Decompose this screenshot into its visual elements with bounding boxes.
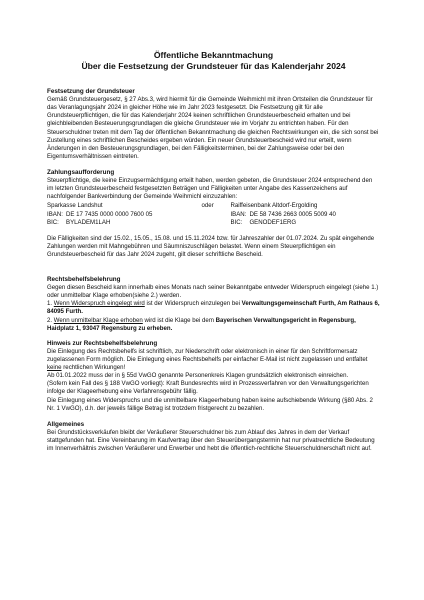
bank-or-text: oder [201, 202, 214, 210]
heading-hinweis: Hinweis zur Rechtsbehelfsbelehrung [47, 339, 158, 347]
bank-details [47, 202, 380, 226]
section-festsetzung [47, 88, 380, 161]
hinweis-p1 [47, 348, 380, 372]
keine-emphasis: keine [47, 364, 62, 372]
bic-value: GENODEF1ERG [249, 218, 297, 226]
heading-festsetzung: Festsetzung der Grundsteuer [47, 88, 135, 95]
heading-zahlungsaufforderung: Zahlungsaufforderung [47, 168, 115, 176]
hinweis-text: Die Einlegung des Rechtsbehelfs ist schriftlich, zur Niederschrift oder elektronisch in einer für den Schriftformersatz zugelassenen Form möglich. Die Einlegung eines Rechtsbehelfs per einfacher E-Mail ist nicht zugelassen und entfaltet [47, 347, 368, 364]
iban-value: DE 58 7436 2663 0005 5009 40 [249, 210, 336, 218]
klage-link-text: Wenn unmittelbar Klage erhoben [53, 316, 143, 324]
rechtsbehelf-item-2 [47, 317, 380, 333]
item-text: wird ist die Klage bei dem [142, 316, 216, 324]
title-line-2: Über die Festsetzung der Grundsteuer für das Kalenderjahr 2024 [81, 61, 346, 71]
heading-allgemeines: Allgemeines [47, 420, 85, 428]
bic-value: BYLADEM1LAH [66, 218, 111, 226]
hinweis-p4: Die Einlegung eines Widerspruchs und die unmittelbare Klageerhebung haben keine aufschiebende Wirkung (§80 Abs. 2 Nr. 1 VwGO), d.h. der jeweils fällige Betrag ist trotzdem fristgerecht zu bezahlen. [47, 396, 373, 412]
bank-sparkasse [47, 202, 202, 226]
bank-raiffeisen [230, 202, 380, 226]
section-allgemeines [47, 421, 380, 453]
vg-furth-address: Verwaltungsgemeinschaft Furth, Am Rathaus 6, 84095 Furth. [47, 300, 380, 316]
item-number: 1. [47, 300, 54, 308]
hinweis-p2: Ab 01.01.2022 muss der in § 55d VwGO genannte Personenkreis Klagen grundsätzlich elektronisch einreichen. [47, 372, 349, 380]
section-hinweis [47, 340, 380, 413]
rechtsbehelf-item-1 [47, 300, 380, 316]
bic-label: BIC: [47, 218, 59, 226]
iban-label: IBAN: [47, 210, 63, 218]
hinweis-p3: (Sofern kein Fall des § 188 VwGO vorliegt): Kraft Bundesrechts wird in Prozessverfahren vor den Verwaltungsgerichten infolge der Klageerhebung eine Verfahrensgebühr fällig. [47, 380, 369, 396]
bic-label: BIC: [230, 218, 243, 226]
widerspruch-link-text: Wenn Widerspruch eingelegt wird [53, 300, 145, 308]
vg-regensburg-address: Bayerischen Verwaltungsgericht in Regensburg, Haidplatz 1, 93047 Regensburg zu erheben. [47, 316, 356, 332]
bank-name: Raiffeisenbank Altdorf-Ergolding [230, 202, 318, 210]
festsetzung-body: Gemäß Grundsteuergesetz, § 27 Abs.3, wird hiermit für die Gemeinde Weihmichl mit ihren Ortsteilen die Grundsteuer für das Veranlagungsjahr 2024 in gleicher Höhe wie im Jahr 2023 festgesetzt. Die Festsetzung gilt für alle Grundsteuerpflichtigen, die für das Kalenderjahr 2024 keinen schriftlichen Grundsteuerbescheid erhalten und bei gleichbleibenden Besteuerungsgrundlagen die gleiche Grundsteuer wie im Vorjahr zu entrichten haben. Für den Steuerschuldner treten mit dem Tag der öffentlichen Bekanntmachung die gleichen Rechtswirkungen ein, die sich sonst bei Zustellung eines schriftlichen Bescheides ergeben würden. Ein neuer Grundsteuerbescheid wird nur erteilt, wenn Änderungen in den Besteuerungsgrundlagen, bei den Fälligkeitsterminen, bei der Zahlungsweise oder bei den Eigentumsverhältnissen eintreten. [47, 96, 379, 160]
heading-rechtsbehelfsbelehrung: Rechtsbehelfsbelehrung [47, 276, 121, 283]
item-number: 2. [47, 316, 54, 324]
faelligkeiten-text: Die Fälligkeiten sind der 15.02., 15.05., 15.08. und 15.11.2024 bzw. für Jahreszahler der 01.07.2024. Zu spät eingehende Zahlungen werden mit Mahngebühren und Säumniszuschlägen belastet. Wenn einem Steuerpflichtigen ein Grundsteuerbescheid für das Jahr 2024 zugeht, gilt dieser schriftliche Bescheid. [47, 234, 375, 258]
allgemeines-body: Bei Grundstücksverkäufen bleibt der Veräußerer Steuerschuldner bis zum Ablauf des Jahres in dem der Verkauf stattgefunden hat. Eine Vereinbarung im Kaufvertrag über den Steuerübergangstermin hat nur privatrechtliche Bedeutung im Innenverhältnis zwischen Veräußerer und Erwerber und hebt die öffentlich-rechtliche Steuerschuldnerschaft nicht auf. [47, 428, 375, 453]
bank-name: Sparkasse Landshut [47, 202, 103, 210]
section-rechtsbehelfsbelehrung [47, 276, 380, 333]
iban-label: IBAN: [230, 210, 247, 218]
zahlung-body: Steuerpflichtige, die keine Einzugsermächtigung erteilt haben, werden gebeten, die Grundsteuer 2024 entsprechend den im letzten Grundsteuerbescheid festgesetzten Beträgen und Fälligkeiten unter Angabe des Kassenzeichens auf nachfolgender Bankverbindung der Gemeinde Weihmichl einzuzahlen: [47, 177, 373, 201]
hinweis-text: rechtlichen Wirkungen! [61, 364, 126, 372]
rechtsbehelf-intro: Gegen diesen Bescheid kann innerhalb eines Monats nach seiner Bekanntgabe entweder Widerspruch eingelegt (siehe 1.) oder unmittelbar Klage erhoben(siehe 2.) werden. [47, 284, 379, 300]
item-text: ist der Widerspruch einzulegen bei [144, 300, 242, 308]
iban-value: DE 17 7435 0000 0000 7600 05 [66, 210, 153, 218]
title-line-1: Öffentliche Bekanntmachung [153, 50, 274, 60]
section-zahlungsaufforderung [47, 169, 380, 259]
